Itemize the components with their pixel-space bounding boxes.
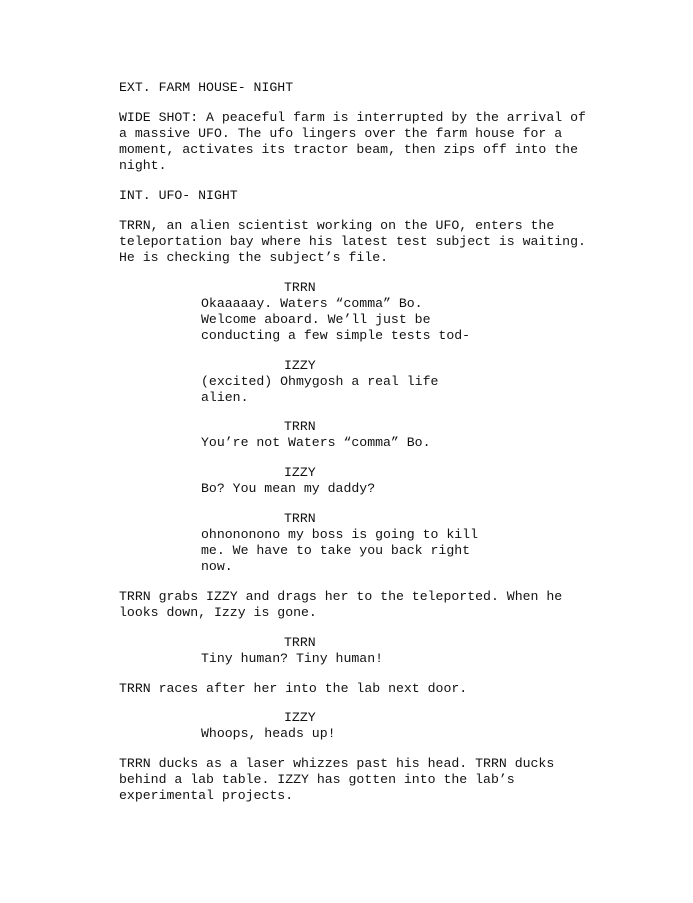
dialogue-trrn-tiny-human: Tiny human? Tiny human! bbox=[201, 651, 384, 666]
action-wide-shot: WIDE SHOT: A peaceful farm is interrupted by the arrival of a massive UFO. The ufo lingers over the farm house for a moment, activates its tractor beam, then zips off into the night. bbox=[119, 110, 586, 173]
dialogue-izzy-daddy: Bo? You mean my daddy? bbox=[201, 481, 376, 496]
character-cue-trrn: TRRN bbox=[284, 635, 316, 650]
action-izzy-gone: TRRN grabs IZZY and drags her to the teleported. When he looks down, Izzy is gone. bbox=[119, 589, 563, 620]
character-cue-trrn: TRRN bbox=[284, 280, 316, 295]
character-cue-izzy: IZZY bbox=[284, 465, 316, 480]
scene-heading-exterior: EXT. FARM HOUSE- NIGHT bbox=[119, 80, 294, 95]
dialogue-trrn-panic: ohnononono my boss is going to kill me. We have to take you back right now. bbox=[201, 527, 478, 574]
character-cue-izzy: IZZY bbox=[284, 358, 316, 373]
dialogue-trrn-not-bo: You’re not Waters “comma” Bo. bbox=[201, 435, 431, 450]
character-cue-trrn: TRRN bbox=[284, 419, 316, 434]
dialogue-izzy-whoops: Whoops, heads up! bbox=[201, 726, 336, 741]
action-trrn-enters: TRRN, an alien scientist working on the UFO, enters the teleportation bay where his latest test subject is waiting. He is checking the subject’s file. bbox=[119, 218, 586, 265]
character-cue-izzy: IZZY bbox=[284, 710, 316, 725]
dialogue-izzy-excited: (excited) Ohmygosh a real life alien. bbox=[201, 374, 439, 405]
scene-heading-interior: INT. UFO- NIGHT bbox=[119, 188, 238, 203]
dialogue-trrn-welcome: Okaaaaay. Waters “comma” Bo. Welcome aboard. We’ll just be conducting a few simple tests tod- bbox=[201, 296, 471, 343]
character-cue-trrn: TRRN bbox=[284, 511, 316, 526]
action-trrn-races: TRRN races after her into the lab next door. bbox=[119, 681, 468, 696]
action-laser-whizzes: TRRN ducks as a laser whizzes past his head. TRRN ducks behind a lab table. IZZY has gotten into the lab’s experimental projects. bbox=[119, 756, 555, 803]
